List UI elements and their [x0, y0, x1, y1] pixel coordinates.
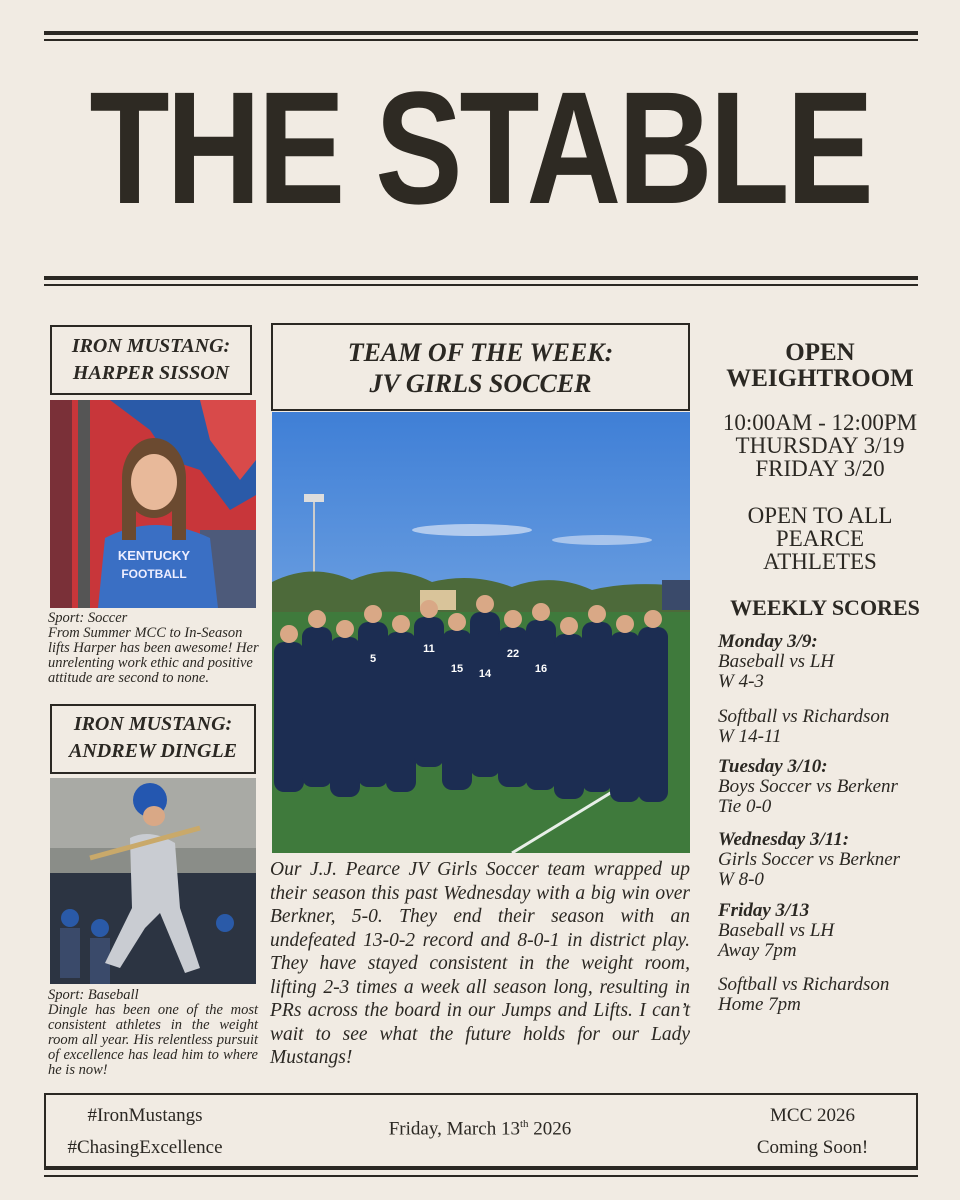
footer-hashtags: #IronMustangs #ChasingExcellence [67, 1105, 223, 1158]
footer-divider-right [916, 1093, 918, 1168]
score-line: W 4-3 [718, 671, 764, 692]
iron-mustang-1-sport: Sport: Soccer [48, 610, 128, 626]
score-line: Softball vs Richardson [718, 974, 890, 995]
iron-mustang-1-caption [48, 611, 262, 686]
score-line: Tie 0-0 [718, 796, 772, 817]
score-line: Away 7pm [718, 940, 797, 961]
harper-sisson-photo [50, 400, 256, 608]
footer-divider-left [44, 1093, 46, 1168]
svg-text:16: 16 [534, 663, 548, 675]
score-day-monday: Monday 3/9: [718, 631, 818, 652]
score-day-friday: Friday 3/13 [718, 900, 810, 921]
weightroom-schedule: 10:00AM - 12:00PM THURSDAY 3/19 FRIDAY 3/20 [722, 410, 918, 481]
masthead-title: THE STABLE [89, 58, 871, 237]
svg-text:22: 22 [506, 648, 520, 660]
top-rule-thick [44, 31, 918, 35]
weekly-scores-title: WEEKLY SCORES [730, 595, 920, 620]
score-day-wednesday: Wednesday 3/11: [718, 829, 850, 850]
score-line: Baseball vs LH [718, 651, 835, 672]
score-line: Home 7pm [718, 994, 801, 1015]
footer-date: Friday, March 13th 2026 [388, 1118, 572, 1140]
svg-text:11: 11 [423, 643, 435, 655]
andrew-dingle-photo [50, 778, 256, 984]
svg-text:KENTUCKY: KENTUCKY [117, 548, 191, 563]
team-article: Our J.J. Pearce JV Girls Soccer team wrapped up their season this past Wednesday with a big win over Berkner, 5-0. They end their season with an undefeated 13-0-2 record and 8-0-1 in district play. They have stayed consistent in the weight room, lifting 2-3 times a week all season long, resulting in PRs across the board in our Jumps and Lifts. I can’t wait to see what the future holds for our Lady Mustangs! [270, 859, 690, 1068]
footer-rule-top [44, 1093, 918, 1095]
team-photo [272, 412, 690, 853]
team-of-week-label: TEAM OF THE WEEK: JV GIRLS SOCCER [271, 323, 690, 411]
svg-text:FOOTBALL: FOOTBALL [121, 567, 187, 581]
svg-text:5: 5 [369, 653, 377, 665]
svg-text:15: 15 [450, 663, 464, 675]
score-line: Boys Soccer vs Berkenr [718, 776, 898, 797]
iron-mustang-2-blurb: Dingle has been one of the most consistent athletes in the weight room all year. His relentless pursuit of excellence has lead him to where he is now! [48, 1002, 258, 1078]
weightroom-section [710, 340, 930, 573]
score-line: Girls Soccer vs Berkner [718, 849, 901, 870]
iron-mustang-2-sport: Sport: Baseball [48, 987, 139, 1003]
svg-text:14: 14 [478, 668, 492, 680]
weekly-scores-list [718, 632, 943, 1015]
footer-mcc-notice: MCC 2026 Coming Soon! [756, 1105, 869, 1158]
iron-mustang-2-caption [48, 988, 258, 1078]
bottom-rule-thick [44, 1166, 918, 1170]
score-line: Softball vs Richardson [718, 706, 890, 727]
score-line: W 8-0 [718, 869, 764, 890]
iron-mustang-1-blurb: From Summer MCC to In-Season lifts Harper has been awesome! Her unrelenting work ethic and positive attitude are second to none. [48, 625, 259, 686]
iron-mustang-1-label: IRON MUSTANG: HARPER SISSON [50, 325, 252, 395]
top-rule-thin [44, 39, 918, 41]
weightroom-title: OPEN WEIGHTROOM [726, 339, 914, 392]
score-line: Baseball vs LH [718, 920, 835, 941]
mast-rule-thin [44, 284, 918, 286]
weightroom-note: OPEN TO ALL PEARCE ATHLETES [747, 503, 893, 574]
score-day-tuesday: Tuesday 3/10: [718, 756, 828, 777]
iron-mustang-2-label: IRON MUSTANG: ANDREW DINGLE [50, 704, 256, 774]
score-line: W 14-11 [718, 726, 782, 747]
mast-rule-thick [44, 276, 918, 280]
bottom-rule-thin [44, 1175, 918, 1177]
